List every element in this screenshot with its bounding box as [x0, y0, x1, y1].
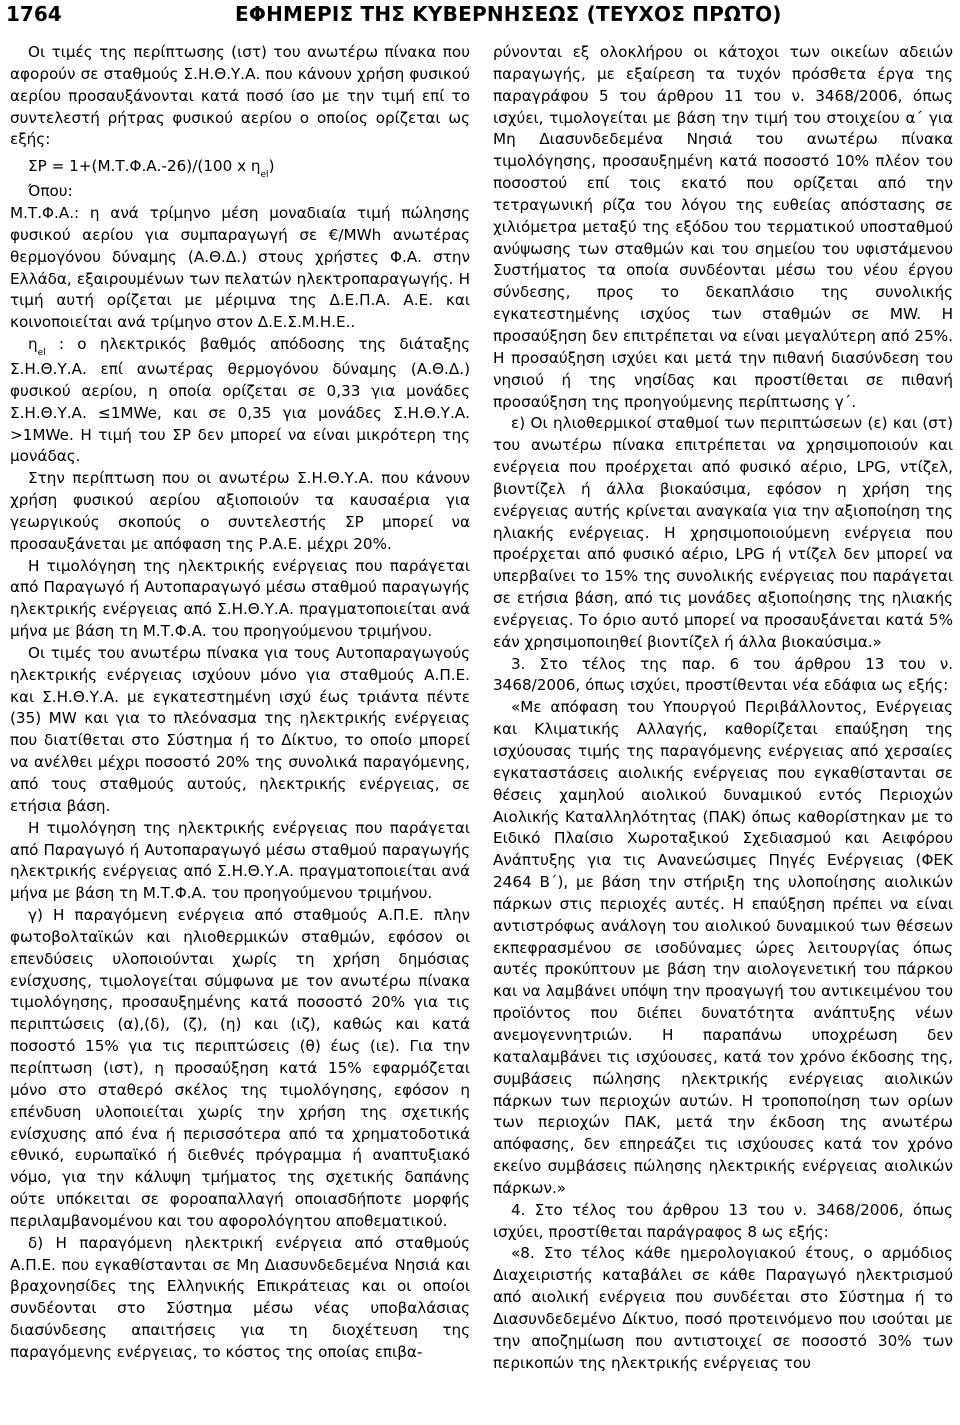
formula-close: )	[268, 157, 275, 176]
paragraph: γ) Η παραγόμενη ενέργεια από σταθμούς Α.Π.Ε. πλην φωτοβολταϊκών και ηλιοθερμικών σταθμών, εφόσον οι επενδύσεις υλοποιούνται χωρίς τη χρήση δημόσιας ενίσχυσης, τιμολογείται σύμφωνα με τον ανωτέρω πίνακα τιμολόγησης, προσαυξημένης κατά ποσοστό 20% για τις περιπτώσεις (α),(δ), (ζ), (η) και (ιζ), καθώς και κατά ποσοστό 15% για τις περιπτώσεις (θ) έως (ιε). Για την περίπτωση (ιστ), η προσαύξηση κατά 15% εφαρμόζεται μόνο στο σταθερό σκέλος της τιμολόγησης, εφόσον η επένδυση υλοποιείται χωρίς την χρήση της σχετικής ενίσχυσης από ένα ή περισσότερα από τα χρηματοδοτικά εθνικό, ευρωπαϊκό ή διεθνές πρόγραμμα ή αναπτυξιακό νόμο, για την κάλυψη τμήματος της σχετικής δαπάνης ούτε υπόκειται σε φοροαπαλλαγή οποιασδήποτε μορφής περιλαμβανομένου και του αφορολόγητου αποθεματικού.	[10, 906, 470, 1230]
formula-main: ΣΡ = 1+(Μ.Τ.Φ.Α.-26)/(100 x η	[28, 157, 261, 176]
paragraph: ρύνονται εξ ολοκλήρου οι κάτοχοι των οικείων αδειών παραγωγής, με εξαίρεση τα τυχόν πρόσθετα έργα της παραγράφου 5 του άρθρου 11 του ν. 3468/2006, όπως ισχύει, τιμολογείται με βάση την τιμή του στοιχείου α΄ για Μη Διασυνδεδεμένα Νησιά του ανωτέρω πίνακα τιμολόγησης, προσαυξημένη κατά ποσοστό 10% πλέον του ποσοστού επί τοις εκατό που ορίζεται από την τετραγωνική ρίζα του λόγου της ευθείας απόστασης σε χιλιόμετρα μεταξύ της εξόδου του τερματικού υποσταθμού ανύψωσης των σταθμών και του σημείου του υφιστάμενου Συστήματος τα οποία συνδέονται μέσω του νέου έργου σύνδεσης, προς το δεκαπλάσιο της συνολικής εγκατεστημένης ισχύος των σταθμών σε MW. Η προσαύξηση δεν επιτρέπεται να είναι μεγαλύτερη από 25%. Η προσαύξηση ισχύει και μετά την πιθανή διασύνδεση του νησιού ή της νησίδας και προστίθεται σε πιθανή προσαύξηση της προηγούμενης περίπτωσης γ΄.	[493, 43, 953, 411]
paragraph: Οι τιμές της περίπτωσης (ιστ) του ανωτέρω πίνακα που αφορούν σε σταθμούς Σ.Η.Θ.Υ.Α. που κάνουν χρήση φυσικού αερίου προσαυξάνονται κατά ποσό ίσο με την τιμή επί το συντελεστή ρήτρας φυσικού αερίου ο οποίος ορίζεται ως εξής:	[10, 43, 470, 149]
paragraph: Οι τιμές του ανωτέρω πίνακα για τους Αυτοπαραγωγούς ηλεκτρικής ενέργειας ισχύουν μόνο για σταθμούς Α.Π.Ε. και Σ.Η.Θ.Υ.Α. με εγκατεστημένη ισχύ έως τριάντα πέντε (35) MW και για το πλεόνασμα της ηλεκτρικής ενέργειας που διατίθεται στο Σύστημα ή το Δίκτυο, το οποίο μπορεί να ανέλθει μέχρι ποσοστό 20% της συνολικά παραγόμενης, από τους σταθμούς αυτούς, ηλεκτρικής ενέργειας, σε ετήσια βάση.	[10, 643, 470, 815]
page-header	[0, 0, 960, 32]
paragraph: «Με απόφαση του Υπουργού Περιβάλλοντος, Ενέργειας και Κλιματικής Αλλαγής, καθορίζεται επαύξηση της ισχύουσας τιμής της παραγόμενης ενέργειας από χερσαίες εγκαταστάσεις αιολικής ενέργειας που εγκαθίστανται σε θέσεις χαμηλού αιολικού δυναμικού εντός Περιοχών Αιολικής Καταλληλότητας (ΠΑΚ) όπως καθορίστηκαν με το Ειδικό Πλαίσιο Χωροταξικού Σχεδιασμού και Αειφόρου Ανάπτυξης για τις Ανανεώσιμες Πηγές Ενέργειας (ΦΕΚ 2464 Β΄), με βάση την στήριξη της υλοποίησης αιολικών πάρκων στις περιοχές αυτές. Η επαύξηση πρέπει να είναι αντιστρόφως ανάλογη του αιολικού δυναμικού των θέσεων εκπεφρασμένου σε ισοδύναμες ώρες λειτουργίας όπως αυτές προκύπτουν με βάση την αιολογενετική του πάρκου και να λαμβάνει υπόψη την προαγωγή του αντικειμένου του προϊόντος που διέπει δυνατότητα ανάπτυξης νέων ανεμογεννητριών. Η παραπάνω υποχρέωση δεν καταλαμβάνει τις ισχύουσες, κατά τον χρόνο έκδοσης της, συμβάσεις πώλησης ηλεκτρικής ενέργειας αιολικών πάρκων των περιοχών αυτών. Η τροποποίηση των ορίων των περιοχών ΠΑΚ, μετά την έκδοση της ανωτέρω απόφασης, δεν επηρεάζει τις ισχύουσες κατά τον χρόνο εκείνο συμβάσεις πώλησης ηλεκτρικής ενέργειας αιολικών πάρκων.»	[493, 698, 953, 1197]
paragraph: «8. Στο τέλος κάθε ημερολογιακού έτους, ο αρμόδιος Διαχειριστής καταβάλει σε κάθε Παραγωγό ηλεκτρισμού από αιολική ενέργεια που συνδέεται στο Σύστημα ή το Διασυνδεδεμένο Δίκτυο, ποσό προτεινόμενο που ισούται με την αποζημίωση που αντιστοιχεί σε ποσοστό 30% των περικοπών της ηλεκτρικής ενέργειας του	[493, 1244, 953, 1372]
eta-symbol: η	[28, 335, 38, 354]
where-label: Όπου:	[28, 182, 73, 201]
paragraph: δ) Η παραγόμενη ηλεκτρική ενέργεια από σταθμούς Α.Π.Ε. που εγκαθίστανται σε Μη Διασυνδεδεμένα Νησιά και βραχονησίδες της Ελληνικής Επικράτειας και οι οποίοι συνδέονται στο Σύστημα μέσω νέας υποβαλάσιας διασύνδεσης απαιτήσεις για τη διοχέτευση της παραγόμενης ενέργειας, το κόστος της οποίας επιβα-	[10, 1233, 470, 1361]
paragraph: ε) Οι ηλιοθερμικοί σταθμοί των περιπτώσεων (ε) και (στ) του ανωτέρω πίνακα επιτρέπεται να χρησιμοποιούν και ενέργεια που προέρχεται από φυσικό αέριο, LPG, ντίζελ, βιοντίζελ ή άλλα βιοκαύσιμα, εφόσον η χρήση της ενέργειας αυτής κρίνεται αναγκαία για την αξιοποίηση της ηλιακής ενέργειας. Η χρησιμοποιούμενη ενέργεια που προέρχεται από φυσικό αέριο, LPG ή ντίζελ δεν μπορεί να υπερβαίνει το 15% της συνολικής ενέργειας που παράγεται σε ετήσια βάση, από τις μονάδες αξιοποίησης της ηλιακής ενέργειας. Το όριο αυτό μπορεί να προσαυξάνεται κατά 5% εάν χρησιμοποιηθεί βιοντίζελ ή άλλα βιοκαύσιμα.»	[493, 414, 953, 651]
eta-definition: : ο ηλεκτρικός βαθμός απόδοσης της διάταξης Σ.Η.Θ.Υ.Α. επί ανωτέρας θερμογόνου δύναμης (Α.Θ.Δ.) φυσικού αερίου, η οποία ορίζεται σε 0,33 για μονάδες Σ.Η.Θ.Υ.Α. ≤1MWe, και σε 0,35 για μονάδες Σ.Η.Θ.Υ.Α. >1MWe. Η τιμή του ΣΡ δεν μπορεί να είναι μικρότερη της μονάδας.	[10, 335, 470, 466]
paragraph: Η τιμολόγηση της ηλεκτρικής ενέργειας που παράγεται από Παραγωγό ή Αυτοπαραγωγό μέσω σταθμού παραγωγής ηλεκτρικής ενέργειας από Σ.Η.Θ.Υ.Α. πραγματοποιείται ανά μήνα με βάση τη Μ.Τ.Φ.Α. του προηγούμενου τριμήνου.	[10, 556, 470, 641]
paragraph-eta	[10, 334, 470, 468]
gazette-title: ΕΦΗΜΕΡΙΣ ΤΗΣ ΚΥΒΕΡΝΗΣΕΩΣ (ΤΕΥΧΟΣ ΠΡΩΤΟ)	[235, 2, 782, 26]
paragraph: Η τιμολόγηση της ηλεκτρικής ενέργειας που παράγεται από Παραγωγό ή Αυτοπαραγωγό μέσω σταθμού παραγωγής ηλεκτρικής ενέργειας από Σ.Η.Θ.Υ.Α. πραγματοποιείται ανά μήνα με βάση τη Μ.Τ.Φ.Α. του προηγούμενου τριμήνου.	[10, 818, 470, 903]
paragraph: 3. Στο τέλος της παρ. 6 του άρθρου 13 του ν. 3468/2006, όπως ισχύει, προστίθενται νέα εδάφια ως εξής:	[493, 654, 953, 695]
paragraph: Στην περίπτωση που οι ανωτέρω Σ.Η.Θ.Υ.Α. που κάνουν χρήση φυσικού αερίου αξιοποιούν τα καυσαέρια για γεωργικούς σκοπούς ο συντελεστής ΣΡ μπορεί να προσαυξάνεται με απόφαση της Ρ.Α.Ε. μέχρι 20%.	[10, 469, 470, 553]
right-column	[493, 42, 953, 1374]
formula-subscript: el	[260, 170, 269, 181]
paragraph: Μ.Τ.Φ.Α.: η ανά τρίμηνο μέση μοναδιαία τιμή πώλησης φυσικού αερίου για συμπαραγωγή σε €/MWh ανωτέρας θερμογόνου δύναμης (Α.Θ.Δ.) στους χρήστες Φ.Α. στην Ελλάδα, εξαιρουμένων των πελατών ηλεκτροπαραγωγής. Η τιμή αυτή ορίζεται με μέριμνα της Δ.Ε.Π.Α. Α.Ε. και κοινοποιείται ανά τρίμηνο στον Δ.Ε.Σ.Μ.Η.Ε..	[10, 204, 470, 332]
formula	[10, 151, 470, 181]
eta-subscript: el	[37, 348, 46, 359]
paragraph: 4. Στο τέλος του άρθρου 13 του ν. 3468/2006, όπως ισχύει, προστίθεται παράγραφος 8 ως εξής:	[493, 1200, 953, 1241]
page-number: 1764	[6, 2, 62, 26]
left-column	[10, 42, 470, 1364]
